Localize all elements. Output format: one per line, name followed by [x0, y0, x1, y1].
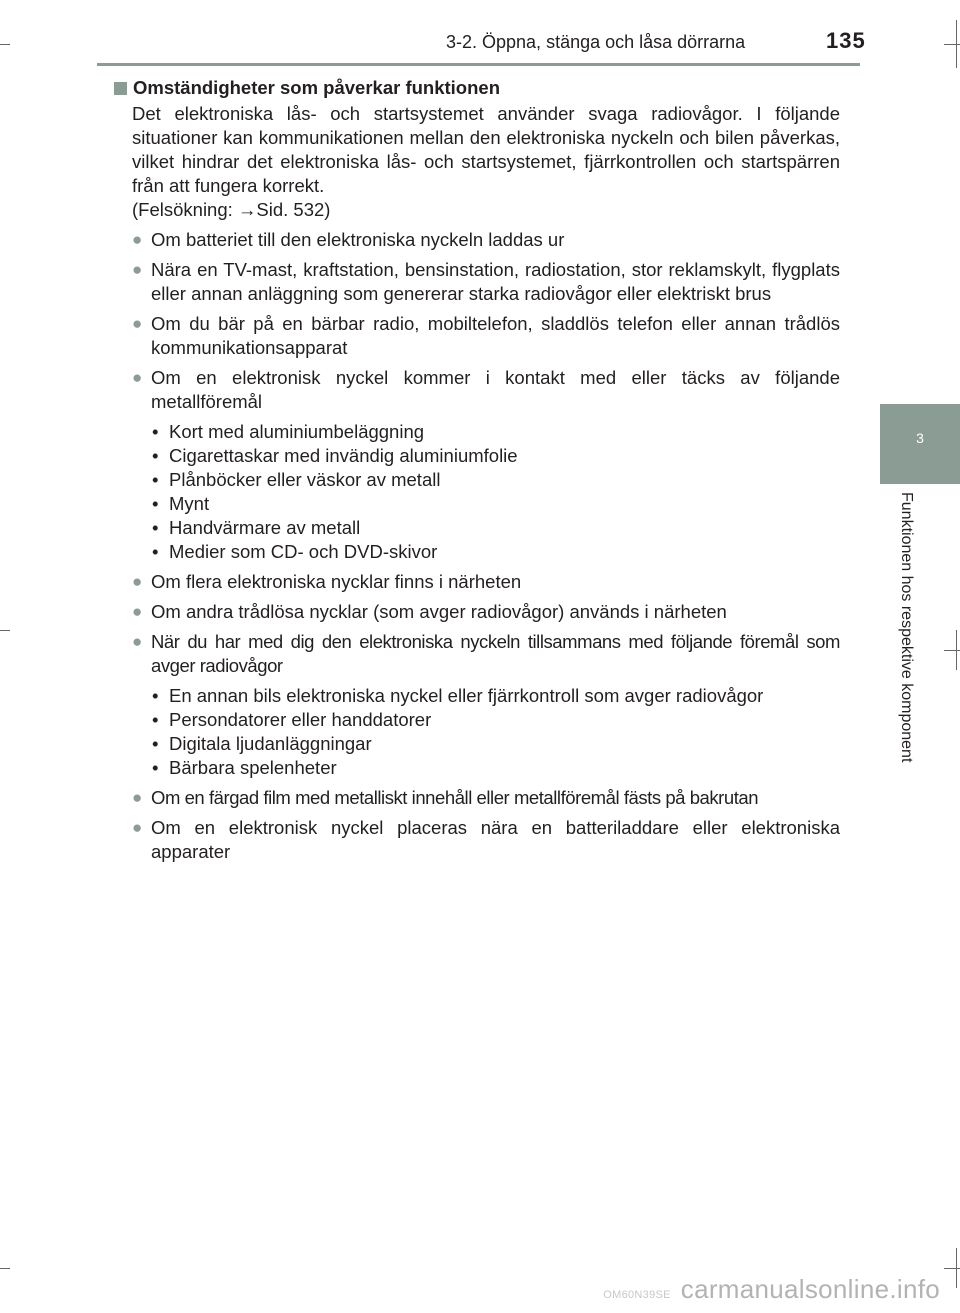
circle-bullet-icon: ●	[132, 788, 143, 807]
dot-bullet-icon: •	[152, 757, 159, 778]
page-number: 135	[826, 28, 866, 53]
metal-items-list	[152, 420, 840, 564]
sub-list-item	[152, 708, 840, 732]
sub-list-item-text: Medier som CD- och DVD-skivor	[169, 541, 438, 562]
circle-bullet-icon: ●	[132, 260, 143, 279]
dot-bullet-icon: •	[152, 685, 159, 706]
list-item-text: Om en elektronisk nyckel kommer i kontakt med eller täcks av följande metallföremål	[151, 367, 840, 412]
sub-list-item	[152, 540, 840, 564]
sub-list-item-text: Persondatorer eller handdatorer	[169, 709, 432, 730]
sub-list-item-text: Handvärmare av metall	[169, 517, 361, 538]
header-rule	[97, 63, 860, 66]
sub-list-item-text: Bärbara spelenheter	[169, 757, 337, 778]
dot-bullet-icon: •	[152, 733, 159, 754]
sub-list-item-text: Mynt	[169, 493, 210, 514]
sub-list-item-text: Digitala ljudanläggningar	[169, 733, 372, 754]
section-heading-text: Omständigheter som påverkar funktionen	[133, 77, 501, 98]
circle-bullet-icon: ●	[132, 818, 143, 837]
dot-bullet-icon: •	[152, 517, 159, 538]
circle-bullet-icon: ●	[132, 572, 143, 591]
list-item	[132, 570, 840, 594]
chapter-title: Funktionen hos respektive komponent	[898, 492, 915, 763]
sub-list-item	[152, 444, 840, 468]
list-item	[132, 786, 840, 810]
circle-bullet-icon: ●	[132, 230, 143, 249]
site-watermark	[603, 1274, 940, 1305]
sub-list-item	[152, 420, 840, 444]
list-item	[132, 258, 840, 306]
circle-bullet-icon: ●	[132, 632, 143, 651]
dot-bullet-icon: •	[152, 421, 159, 442]
list-item-text: Om en färgad film med metalliskt innehåll eller metallföremål fästs på bakrutan	[151, 787, 759, 808]
sub-list-item-text: Cigarettaskar med invändig aluminiumfolie	[169, 445, 518, 466]
list-item	[132, 312, 840, 360]
sub-list-item	[152, 732, 840, 756]
list-item-text: Om andra trådlösa nycklar (som avger radiovågor) används i närheten	[151, 601, 727, 622]
dot-bullet-icon: •	[152, 709, 159, 730]
list-item	[132, 600, 840, 624]
crop-mark	[0, 1268, 10, 1269]
list-item	[132, 228, 840, 252]
dot-bullet-icon: •	[152, 469, 159, 490]
sub-list-item-text: Kort med aluminiumbeläggning	[169, 421, 425, 442]
crop-mark	[944, 650, 960, 651]
list-item-text: Om en elektronisk nyckel placeras nära en batteriladdare eller elektroniska apparater	[151, 817, 840, 862]
square-bullet-icon	[114, 82, 127, 95]
radio-items-list	[152, 684, 840, 780]
list-item	[132, 630, 840, 678]
list-item-text: När du har med dig den elektroniska nyckeln tillsammans med följande föremål som avger radiovågor	[151, 631, 840, 676]
sub-list-item	[152, 468, 840, 492]
crop-mark	[0, 44, 10, 45]
intro-paragraph: Det elektroniska lås- och startsystemet använder svaga radiovågor. I följande situationer kan kommunikationen mellan den elektroniska nyckeln och bilen påverkas, vilket hindrar det elektroniska lås- och startsystemet, fjärrkontrollen och startspärren från att fungera korrekt.	[132, 103, 840, 196]
sub-list-item	[152, 516, 840, 540]
crop-mark	[944, 1268, 960, 1269]
sub-list-item	[152, 756, 840, 780]
section-heading	[110, 76, 840, 100]
circle-bullet-icon: ●	[132, 314, 143, 333]
crop-mark	[944, 44, 960, 45]
reference-text: (Felsökning: →Sid. 532)	[132, 199, 331, 220]
list-item	[132, 816, 840, 864]
list-item-text: Om batteriet till den elektroniska nyckeln laddas ur	[151, 229, 565, 250]
dot-bullet-icon: •	[152, 541, 159, 562]
chapter-number: 3	[916, 430, 924, 446]
watermark-code: OM60N39SE	[603, 1289, 671, 1301]
sub-list-item-text: En annan bils elektroniska nyckel eller fjärrkontroll som avger radiovågor	[169, 685, 764, 706]
list-item-text: Om flera elektroniska nycklar finns i närheten	[151, 571, 522, 592]
circle-bullet-icon: ●	[132, 602, 143, 621]
circle-bullet-icon: ●	[132, 368, 143, 387]
crop-mark	[0, 630, 10, 631]
dot-bullet-icon: •	[152, 493, 159, 514]
dot-bullet-icon: •	[152, 445, 159, 466]
sub-list-item	[152, 492, 840, 516]
list-item-text: Om du bär på en bärbar radio, mobiltelefon, sladdlös telefon eller annan trådlös kommunikationsapparat	[151, 313, 840, 358]
main-content	[110, 76, 840, 864]
list-item	[132, 366, 840, 414]
sub-list-item-text: Plånböcker eller väskor av metall	[169, 469, 441, 490]
sub-list-item	[152, 684, 840, 708]
site-url: carmanualsonline.info	[680, 1274, 940, 1304]
list-item-text: Nära en TV-mast, kraftstation, bensinstation, radiostation, stor reklamskylt, flygplats eller annan anläggning som genererar starka radiovågor eller elektriskt brus	[151, 259, 840, 304]
chapter-tab	[880, 404, 960, 484]
header-section-title: 3-2. Öppna, stänga och låsa dörrarna	[446, 32, 746, 52]
